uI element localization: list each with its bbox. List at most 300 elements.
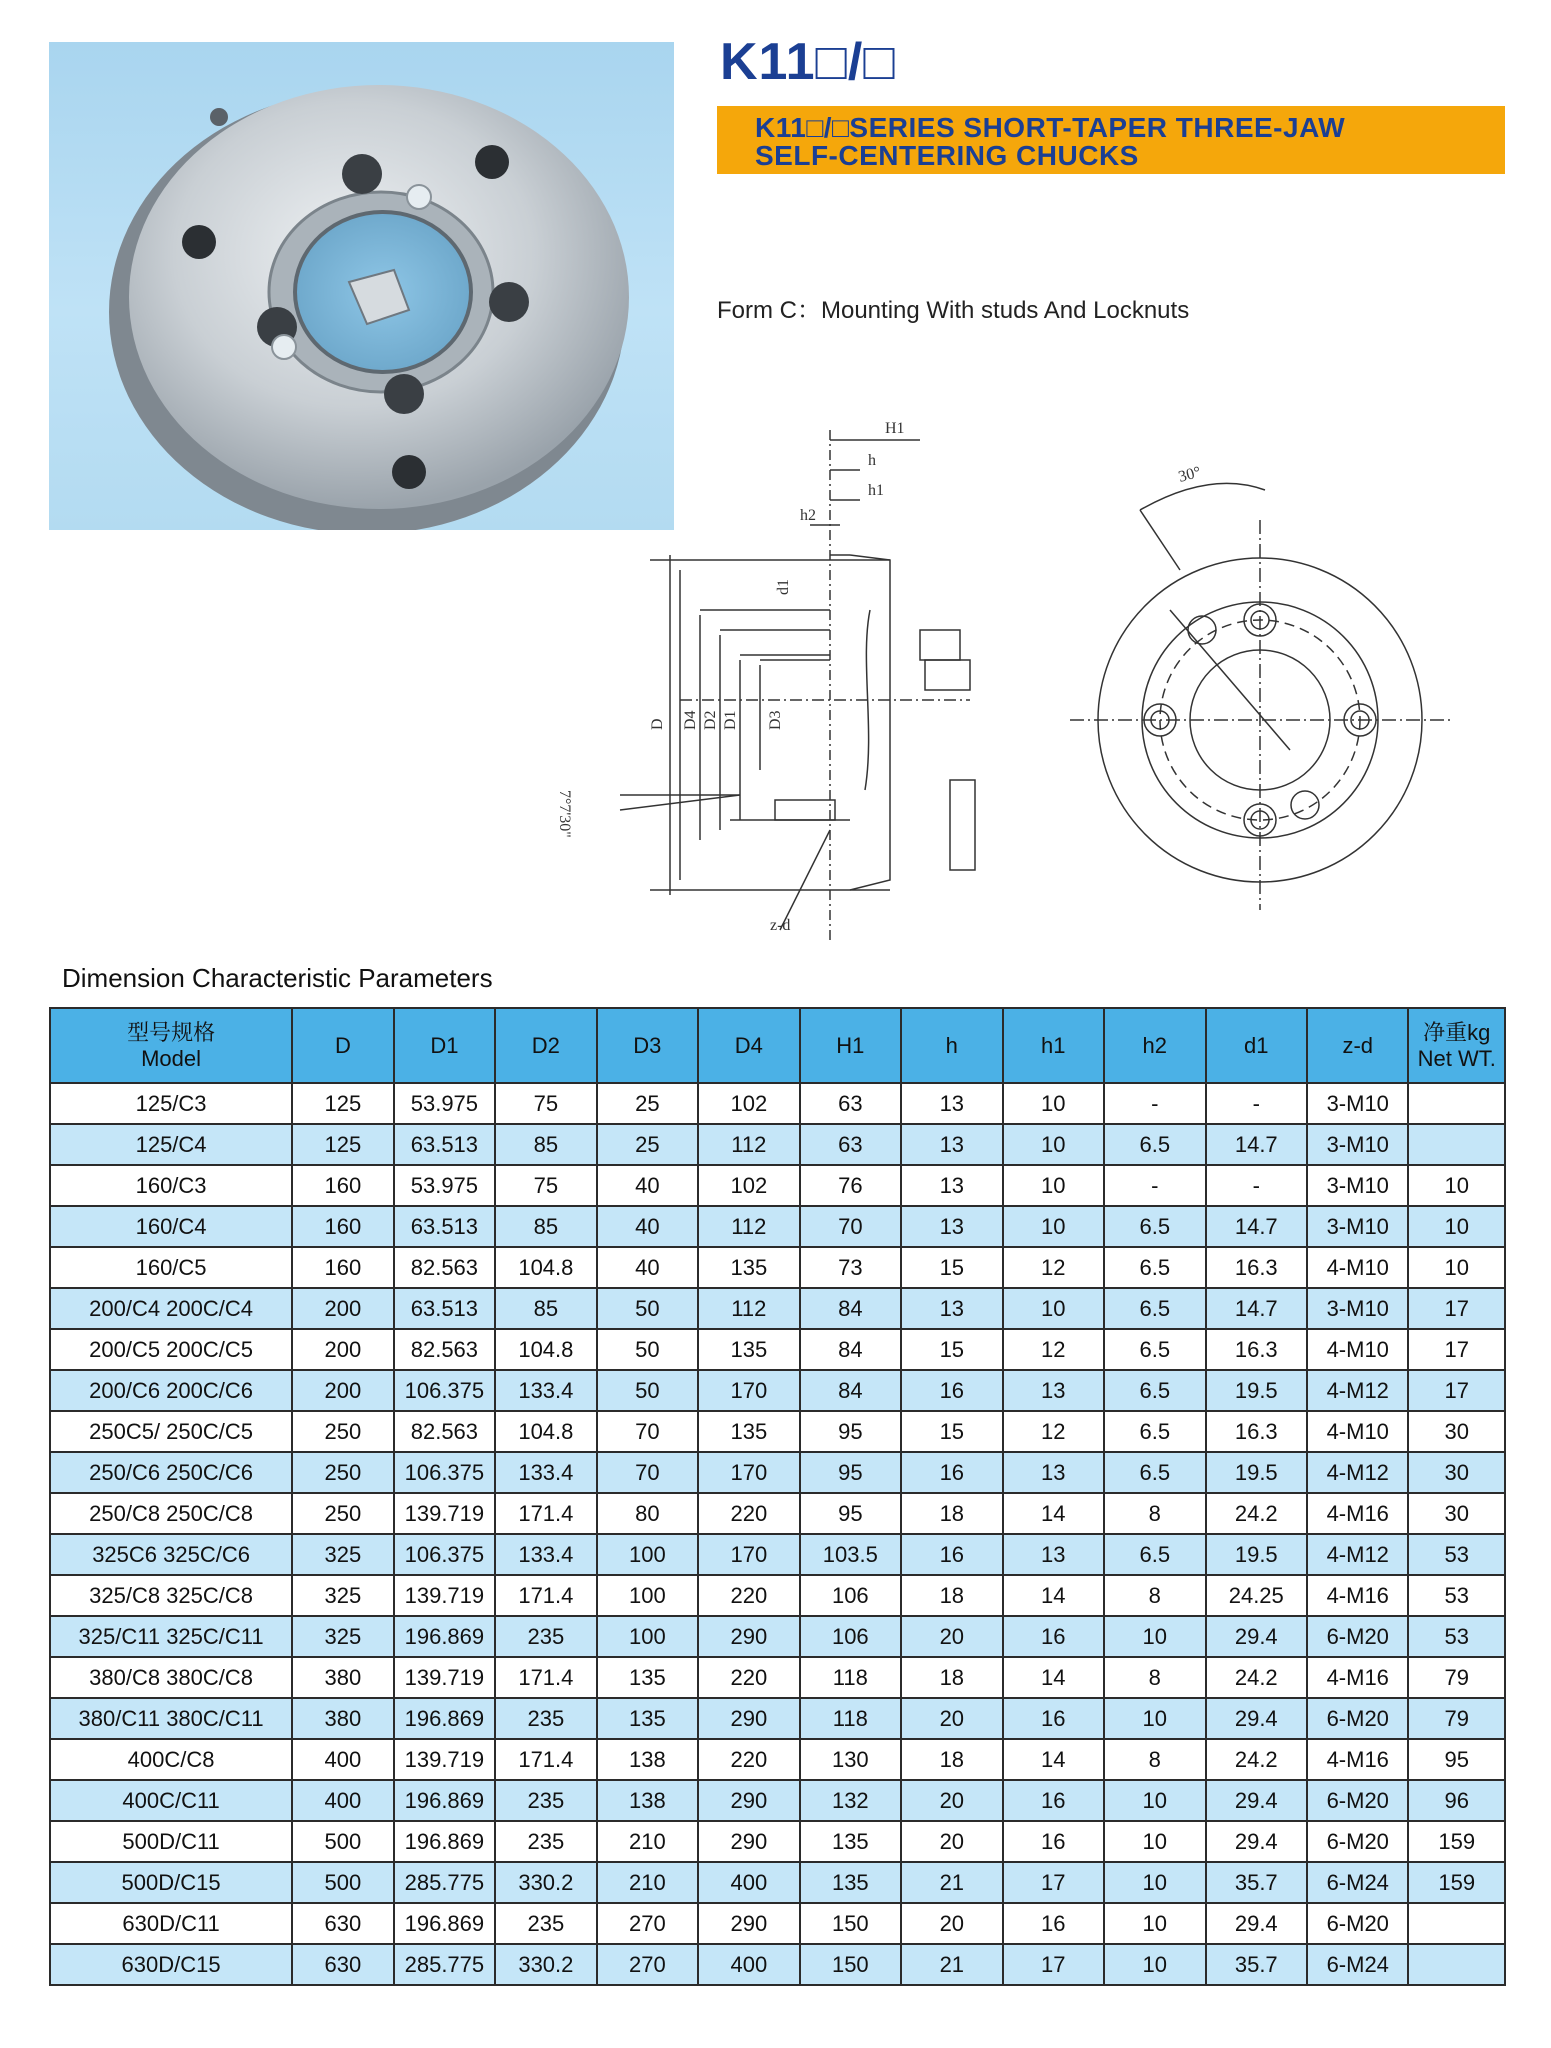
- column-header-text: h1: [1041, 1032, 1066, 1058]
- table-cell: 95: [800, 1493, 901, 1534]
- table-cell: 380: [292, 1657, 393, 1698]
- table-cell: 10: [1104, 1821, 1205, 1862]
- page-title: K11□/□: [720, 33, 896, 91]
- table-cell: 630D/C11: [50, 1903, 292, 1944]
- label-h2: h2: [800, 507, 816, 524]
- column-header-text: D4: [734, 1032, 763, 1058]
- column-header-0: [50, 1008, 292, 1083]
- table-cell: 235: [495, 1821, 596, 1862]
- table-cell: 10: [1104, 1698, 1205, 1739]
- table-cell: 500: [292, 1862, 393, 1903]
- table-cell: 160/C3: [50, 1165, 292, 1206]
- table-cell: 25: [597, 1083, 698, 1124]
- table-cell: 19.5: [1206, 1534, 1307, 1575]
- table-cell: 53.975: [394, 1165, 495, 1206]
- table-cell: 200/C6 200C/C6: [50, 1370, 292, 1411]
- table-cell: 79: [1408, 1657, 1505, 1698]
- table-cell: 40: [597, 1247, 698, 1288]
- table-cell: 250: [292, 1452, 393, 1493]
- table-cell: 6.5: [1104, 1124, 1205, 1165]
- label-h1: h1: [868, 482, 884, 499]
- column-header-9: [1104, 1008, 1205, 1083]
- table-cell: 196.869: [394, 1616, 495, 1657]
- table-cell: 135: [800, 1862, 901, 1903]
- table-cell: 6.5: [1104, 1329, 1205, 1370]
- table-cell: 125: [292, 1124, 393, 1165]
- front-view: [1070, 483, 1450, 910]
- table-cell: 15: [901, 1247, 1002, 1288]
- table-cell: 21: [901, 1944, 1002, 1985]
- table-cell: 30: [1408, 1493, 1505, 1534]
- table-cell: 400: [292, 1739, 393, 1780]
- table-cell: 220: [698, 1657, 799, 1698]
- table-cell: 16: [901, 1452, 1002, 1493]
- table-cell: 159: [1408, 1862, 1505, 1903]
- column-header-text: 净重kg: [1423, 1019, 1491, 1045]
- table-cell: 29.4: [1206, 1616, 1307, 1657]
- column-header-12: [1408, 1008, 1505, 1083]
- technical-drawing: [530, 400, 1510, 950]
- table-cell: 196.869: [394, 1780, 495, 1821]
- label-zd: z-d: [770, 917, 791, 934]
- table-cell: 325: [292, 1534, 393, 1575]
- table-cell: 500D/C11: [50, 1821, 292, 1862]
- table-cell: 8: [1104, 1657, 1205, 1698]
- table-cell: 50: [597, 1288, 698, 1329]
- table-cell: 138: [597, 1739, 698, 1780]
- column-header-text: h: [945, 1032, 958, 1058]
- table-row: [50, 1739, 1505, 1780]
- table-cell: 13: [901, 1083, 1002, 1124]
- table-cell: 500D/C15: [50, 1862, 292, 1903]
- table-cell: 135: [597, 1657, 698, 1698]
- table-cell: 4-M16: [1307, 1657, 1408, 1698]
- column-header-text: Model: [141, 1045, 202, 1071]
- side-view-labels: [556, 420, 905, 934]
- table-cell: 325/C11 325C/C11: [50, 1616, 292, 1657]
- table-cell: 6.5: [1104, 1206, 1205, 1247]
- table-cell: 18: [901, 1739, 1002, 1780]
- table-cell: 82.563: [394, 1411, 495, 1452]
- table-row: [50, 1206, 1505, 1247]
- table-cell: 82.563: [394, 1247, 495, 1288]
- table-cell: 10: [1408, 1206, 1505, 1247]
- table-cell: 30: [1408, 1411, 1505, 1452]
- table-cell: 16: [1003, 1903, 1104, 1944]
- table-cell: 220: [698, 1493, 799, 1534]
- table-cell: 10: [1104, 1780, 1205, 1821]
- table-cell: 171.4: [495, 1493, 596, 1534]
- table-cell: 19.5: [1206, 1370, 1307, 1411]
- table-cell: 70: [800, 1206, 901, 1247]
- table-cell: 6-M24: [1307, 1862, 1408, 1903]
- table-cell: 210: [597, 1862, 698, 1903]
- table-cell: 15: [901, 1411, 1002, 1452]
- table-cell: 6.5: [1104, 1411, 1205, 1452]
- table-header-row: [50, 1008, 1505, 1083]
- table-cell: 325: [292, 1616, 393, 1657]
- table-cell: 79: [1408, 1698, 1505, 1739]
- table-cell: 4-M16: [1307, 1739, 1408, 1780]
- table-cell: 200: [292, 1370, 393, 1411]
- table-cell: 13: [1003, 1534, 1104, 1575]
- table-cell: 6-M20: [1307, 1780, 1408, 1821]
- table-cell: 19.5: [1206, 1452, 1307, 1493]
- table-cell: 210: [597, 1821, 698, 1862]
- table-cell: 16: [1003, 1780, 1104, 1821]
- table-cell: 10: [1003, 1083, 1104, 1124]
- table-cell: 18: [901, 1657, 1002, 1698]
- table-cell: 13: [901, 1124, 1002, 1165]
- table-cell: -: [1206, 1083, 1307, 1124]
- table-cell: 630D/C15: [50, 1944, 292, 1985]
- table-cell: 196.869: [394, 1698, 495, 1739]
- table-cell: 4-M10: [1307, 1247, 1408, 1288]
- table-cell: 133.4: [495, 1452, 596, 1493]
- table-cell: 150: [800, 1944, 901, 1985]
- table-cell: 63.513: [394, 1124, 495, 1165]
- table-cell: -: [1104, 1083, 1205, 1124]
- table-cell: 63.513: [394, 1206, 495, 1247]
- table-cell: 3-M10: [1307, 1124, 1408, 1165]
- table-cell: 106.375: [394, 1370, 495, 1411]
- table-cell: 133.4: [495, 1534, 596, 1575]
- column-header-text: Net WT.: [1417, 1045, 1496, 1071]
- table-cell: 171.4: [495, 1657, 596, 1698]
- table-cell: 102: [698, 1165, 799, 1206]
- table-cell: 4-M10: [1307, 1411, 1408, 1452]
- table-cell: 24.2: [1206, 1739, 1307, 1780]
- table-cell: 160/C5: [50, 1247, 292, 1288]
- table-cell: 270: [597, 1903, 698, 1944]
- table-cell: 220: [698, 1739, 799, 1780]
- table-cell: 104.8: [495, 1329, 596, 1370]
- label-d1: d1: [775, 579, 792, 595]
- column-header-text: D2: [531, 1032, 560, 1058]
- table-cell: 220: [698, 1575, 799, 1616]
- table-cell: 13: [901, 1206, 1002, 1247]
- table-cell: 63: [800, 1083, 901, 1124]
- table-cell: [1408, 1083, 1505, 1124]
- table-cell: 112: [698, 1288, 799, 1329]
- table-cell: 96: [1408, 1780, 1505, 1821]
- table-row: [50, 1411, 1505, 1452]
- table-cell: 290: [698, 1698, 799, 1739]
- column-header-text: H1: [836, 1032, 865, 1058]
- label-H1: H1: [885, 420, 905, 437]
- table-cell: 330.2: [495, 1862, 596, 1903]
- table-cell: 16: [1003, 1616, 1104, 1657]
- table-cell: 85: [495, 1206, 596, 1247]
- table-cell: 63: [800, 1124, 901, 1165]
- table-cell: 6-M20: [1307, 1821, 1408, 1862]
- table-cell: 125/C3: [50, 1083, 292, 1124]
- table-cell: 14.7: [1206, 1124, 1307, 1165]
- table-cell: 10: [1003, 1206, 1104, 1247]
- table-row: [50, 1534, 1505, 1575]
- table-cell: 235: [495, 1698, 596, 1739]
- series-banner: [717, 106, 1505, 174]
- table-cell: 400: [698, 1862, 799, 1903]
- table-cell: 325C6 325C/C6: [50, 1534, 292, 1575]
- table-cell: 135: [698, 1411, 799, 1452]
- table-cell: 100: [597, 1575, 698, 1616]
- column-header-text: D1: [430, 1032, 459, 1058]
- table-cell: 170: [698, 1370, 799, 1411]
- table-cell: 380: [292, 1698, 393, 1739]
- table-cell: 12: [1003, 1329, 1104, 1370]
- table-cell: 12: [1003, 1247, 1104, 1288]
- table-cell: 200: [292, 1329, 393, 1370]
- table-cell: 270: [597, 1944, 698, 1985]
- column-header-2: [394, 1008, 495, 1083]
- table-cell: 6.5: [1104, 1288, 1205, 1329]
- table-cell: 630: [292, 1903, 393, 1944]
- table-cell: 85: [495, 1288, 596, 1329]
- table-cell: 104.8: [495, 1247, 596, 1288]
- table-cell: 95: [1408, 1739, 1505, 1780]
- table-cell: 20: [901, 1698, 1002, 1739]
- table-cell: 63.513: [394, 1288, 495, 1329]
- table-cell: 40: [597, 1165, 698, 1206]
- table-cell: 18: [901, 1575, 1002, 1616]
- table-cell: 400C/C11: [50, 1780, 292, 1821]
- table-cell: 285.775: [394, 1862, 495, 1903]
- table-cell: 112: [698, 1124, 799, 1165]
- table-cell: 16: [1003, 1821, 1104, 1862]
- table-cell: 14: [1003, 1657, 1104, 1698]
- table-cell: 24.2: [1206, 1493, 1307, 1534]
- table-cell: 630: [292, 1944, 393, 1985]
- table-cell: 290: [698, 1903, 799, 1944]
- table-row: [50, 1862, 1505, 1903]
- table-cell: 84: [800, 1288, 901, 1329]
- table-cell: 235: [495, 1903, 596, 1944]
- table-cell: 15: [901, 1329, 1002, 1370]
- table-row: [50, 1657, 1505, 1698]
- table-cell: 3-M10: [1307, 1165, 1408, 1206]
- table-cell: 3-M10: [1307, 1083, 1408, 1124]
- table-cell: 171.4: [495, 1575, 596, 1616]
- label-h: h: [868, 452, 876, 469]
- table-cell: 235: [495, 1616, 596, 1657]
- table-cell: 4-M16: [1307, 1575, 1408, 1616]
- table-cell: 125/C4: [50, 1124, 292, 1165]
- table-cell: -: [1206, 1165, 1307, 1206]
- table-cell: 400C/C8: [50, 1739, 292, 1780]
- table-cell: 8: [1104, 1575, 1205, 1616]
- table-cell: 139.719: [394, 1575, 495, 1616]
- table-cell: 84: [800, 1370, 901, 1411]
- table-cell: 104.8: [495, 1411, 596, 1452]
- table-cell: 17: [1003, 1862, 1104, 1903]
- table-cell: 6.5: [1104, 1247, 1205, 1288]
- table-cell: 16.3: [1206, 1411, 1307, 1452]
- table-cell: 171.4: [495, 1739, 596, 1780]
- table-cell: 132: [800, 1780, 901, 1821]
- table-cell: 25: [597, 1124, 698, 1165]
- table-cell: 16: [901, 1370, 1002, 1411]
- table-cell: 3-M10: [1307, 1288, 1408, 1329]
- table-cell: 70: [597, 1452, 698, 1493]
- table-row: [50, 1247, 1505, 1288]
- table-cell: 4-M12: [1307, 1452, 1408, 1493]
- table-cell: 106.375: [394, 1452, 495, 1493]
- table-title: Dimension Characteristic Parameters: [62, 963, 493, 993]
- table-cell: 29.4: [1206, 1903, 1307, 1944]
- table-cell: 130: [800, 1739, 901, 1780]
- table-cell: 16.3: [1206, 1247, 1307, 1288]
- table-cell: 160: [292, 1165, 393, 1206]
- table-cell: 29.4: [1206, 1698, 1307, 1739]
- table-cell: 10: [1408, 1247, 1505, 1288]
- table-cell: 13: [1003, 1370, 1104, 1411]
- table-row: [50, 1124, 1505, 1165]
- table-cell: 8: [1104, 1739, 1205, 1780]
- table-cell: 160/C4: [50, 1206, 292, 1247]
- column-header-4: [597, 1008, 698, 1083]
- table-cell: 24.25: [1206, 1575, 1307, 1616]
- table-cell: 112: [698, 1206, 799, 1247]
- table-cell: 160: [292, 1206, 393, 1247]
- table-cell: 12: [1003, 1411, 1104, 1452]
- table-cell: 6-M24: [1307, 1944, 1408, 1985]
- table-cell: 325/C8 325C/C8: [50, 1575, 292, 1616]
- table-cell: 290: [698, 1616, 799, 1657]
- table-cell: 106: [800, 1616, 901, 1657]
- table-cell: 200: [292, 1288, 393, 1329]
- label-D: D: [649, 718, 666, 730]
- table-cell: 20: [901, 1616, 1002, 1657]
- column-header-text: D: [334, 1032, 351, 1058]
- table-cell: 135: [698, 1247, 799, 1288]
- table-cell: 3-M10: [1307, 1206, 1408, 1247]
- table-row: [50, 1083, 1505, 1124]
- table-cell: 135: [800, 1821, 901, 1862]
- table-cell: 53: [1408, 1534, 1505, 1575]
- table-cell: 100: [597, 1534, 698, 1575]
- label-angle: 30°: [1176, 463, 1203, 486]
- side-view: [620, 430, 975, 940]
- table-cell: 135: [597, 1698, 698, 1739]
- table-cell: 380/C8 380C/C8: [50, 1657, 292, 1698]
- table-row: [50, 1944, 1505, 1985]
- table-cell: 73: [800, 1247, 901, 1288]
- table-cell: 10: [1104, 1903, 1205, 1944]
- table-cell: 50: [597, 1329, 698, 1370]
- table-cell: 139.719: [394, 1493, 495, 1534]
- table-cell: 13: [901, 1288, 1002, 1329]
- table-cell: 14.7: [1206, 1206, 1307, 1247]
- table-cell: 103.5: [800, 1534, 901, 1575]
- table-cell: 14: [1003, 1739, 1104, 1780]
- table-cell: 400: [698, 1944, 799, 1985]
- table-cell: 6-M20: [1307, 1616, 1408, 1657]
- table-cell: 8: [1104, 1493, 1205, 1534]
- table-cell: [1408, 1124, 1505, 1165]
- table-cell: 325: [292, 1575, 393, 1616]
- table-cell: 16.3: [1206, 1329, 1307, 1370]
- form-caption: Form C：Mounting With studs And Locknuts: [717, 297, 1190, 324]
- table-cell: 106.375: [394, 1534, 495, 1575]
- table-cell: 250C5/ 250C/C5: [50, 1411, 292, 1452]
- table-cell: 290: [698, 1821, 799, 1862]
- table-cell: 118: [800, 1698, 901, 1739]
- table-cell: 138: [597, 1780, 698, 1821]
- table-cell: 13: [901, 1165, 1002, 1206]
- table-row: [50, 1329, 1505, 1370]
- table-cell: 118: [800, 1657, 901, 1698]
- table-cell: 75: [495, 1165, 596, 1206]
- table-cell: 135: [698, 1329, 799, 1370]
- column-header-text: z-d: [1342, 1032, 1374, 1058]
- table-cell: 53: [1408, 1575, 1505, 1616]
- table-cell: 6-M20: [1307, 1698, 1408, 1739]
- table-cell: [1408, 1903, 1505, 1944]
- table-cell: 125: [292, 1083, 393, 1124]
- table-cell: 250: [292, 1411, 393, 1452]
- banner-line-2: SELF-CENTERING CHUCKS: [755, 140, 1139, 171]
- table-cell: 85: [495, 1124, 596, 1165]
- table-cell: 53: [1408, 1616, 1505, 1657]
- table-cell: 250: [292, 1493, 393, 1534]
- table-cell: 50: [597, 1370, 698, 1411]
- table-cell: 10: [1003, 1288, 1104, 1329]
- table-cell: 10: [1408, 1165, 1505, 1206]
- table-cell: 16: [1003, 1698, 1104, 1739]
- table-cell: 17: [1003, 1944, 1104, 1985]
- label-D3: D3: [767, 710, 784, 730]
- table-cell: 10: [1104, 1944, 1205, 1985]
- table-cell: 196.869: [394, 1903, 495, 1944]
- table-cell: 53.975: [394, 1083, 495, 1124]
- column-header-11: [1307, 1008, 1408, 1083]
- table-cell: 139.719: [394, 1657, 495, 1698]
- table-cell: 160: [292, 1247, 393, 1288]
- table-row: [50, 1903, 1505, 1944]
- column-header-text: D3: [633, 1032, 662, 1058]
- table-cell: 16: [901, 1534, 1002, 1575]
- table-row: [50, 1493, 1505, 1534]
- column-header-text: 型号规格: [127, 1019, 216, 1045]
- label-taper: 7°7'30": [556, 790, 573, 838]
- table-cell: 70: [597, 1411, 698, 1452]
- table-cell: 24.2: [1206, 1657, 1307, 1698]
- table-cell: 84: [800, 1329, 901, 1370]
- table-cell: 20: [901, 1903, 1002, 1944]
- table-cell: 380/C11 380C/C11: [50, 1698, 292, 1739]
- table-cell: 100: [597, 1616, 698, 1657]
- table-cell: 80: [597, 1493, 698, 1534]
- column-header-8: [1003, 1008, 1104, 1083]
- column-header-1: [292, 1008, 393, 1083]
- table-cell: 76: [800, 1165, 901, 1206]
- table-row: [50, 1452, 1505, 1493]
- table-cell: 330.2: [495, 1944, 596, 1985]
- table-header: [50, 1008, 1505, 1083]
- table-cell: 6.5: [1104, 1452, 1205, 1493]
- table-cell: 200/C5 200C/C5: [50, 1329, 292, 1370]
- table-cell: 30: [1408, 1452, 1505, 1493]
- parameters-table: [49, 1007, 1506, 1986]
- table-cell: 4-M10: [1307, 1329, 1408, 1370]
- table-cell: 290: [698, 1780, 799, 1821]
- column-header-text: d1: [1244, 1032, 1269, 1058]
- table-cell: 35.7: [1206, 1944, 1307, 1985]
- table-cell: 10: [1104, 1616, 1205, 1657]
- table-cell: 95: [800, 1411, 901, 1452]
- table-cell: 139.719: [394, 1739, 495, 1780]
